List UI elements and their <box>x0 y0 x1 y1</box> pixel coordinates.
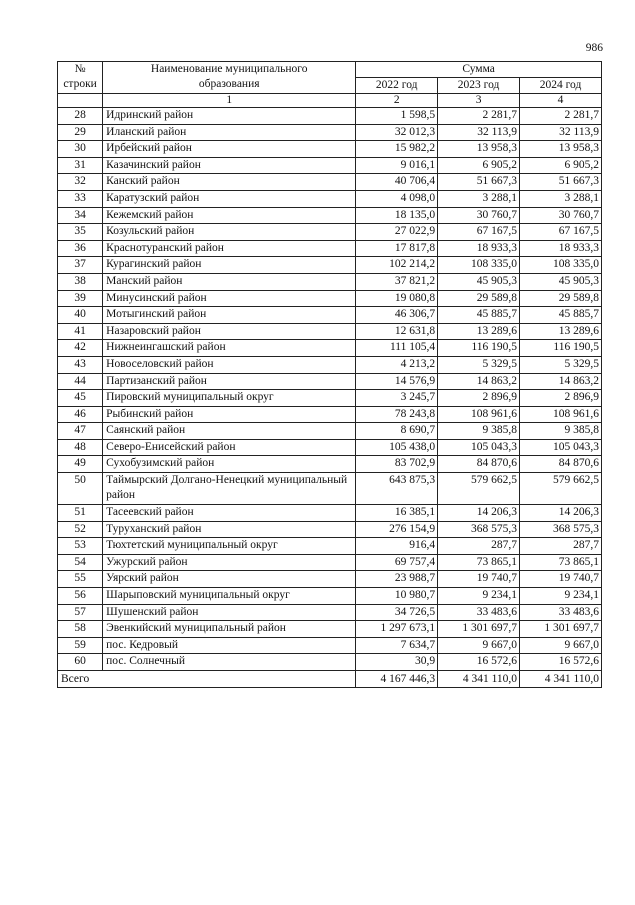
budget-table <box>57 61 602 688</box>
row-number: 53 <box>58 538 103 555</box>
municipality-header-line2: образования <box>198 78 260 90</box>
table-row <box>58 174 602 191</box>
municipality-name: Шушенский район <box>103 604 356 621</box>
value-2022: 8 690,7 <box>356 423 438 440</box>
value-2023: 84 870,6 <box>438 456 520 473</box>
value-2022: 78 243,8 <box>356 406 438 423</box>
value-2024: 108 961,6 <box>520 406 602 423</box>
row-number: 28 <box>58 108 103 125</box>
value-2023: 287,7 <box>438 538 520 555</box>
table-row <box>58 207 602 224</box>
value-2024: 2 281,7 <box>520 108 602 125</box>
value-2024: 9 385,8 <box>520 423 602 440</box>
municipality-name: Краснотуранский район <box>103 240 356 257</box>
municipality-name: Ирбейский район <box>103 141 356 158</box>
row-number: 30 <box>58 141 103 158</box>
total-label: Всего <box>58 671 356 688</box>
value-2022: 18 135,0 <box>356 207 438 224</box>
value-2022: 10 980,7 <box>356 588 438 605</box>
municipality-name: Пировский муниципальный округ <box>103 390 356 407</box>
row-number: 48 <box>58 439 103 456</box>
value-2024: 13 958,3 <box>520 141 602 158</box>
table-row <box>58 224 602 241</box>
value-2022: 30,9 <box>356 654 438 671</box>
value-2022: 34 726,5 <box>356 604 438 621</box>
table-row <box>58 505 602 522</box>
municipality-name: Мотыгинский район <box>103 307 356 324</box>
municipality-name: Нижнеингашский район <box>103 340 356 357</box>
municipality-header <box>103 62 356 94</box>
row-number: 45 <box>58 390 103 407</box>
value-2023: 1 301 697,7 <box>438 621 520 638</box>
column-index-2: 2 <box>356 94 438 108</box>
value-2024: 13 289,6 <box>520 323 602 340</box>
table-row <box>58 323 602 340</box>
municipality-name: Козульский район <box>103 224 356 241</box>
value-2024: 14 206,3 <box>520 505 602 522</box>
page-number: 986 <box>585 42 603 54</box>
value-2024: 9 667,0 <box>520 637 602 654</box>
table-row <box>58 307 602 324</box>
value-2023: 108 335,0 <box>438 257 520 274</box>
value-2024: 116 190,5 <box>520 340 602 357</box>
municipality-name: Ужурский район <box>103 554 356 571</box>
value-2022: 17 817,8 <box>356 240 438 257</box>
table-row <box>58 390 602 407</box>
table-row <box>58 406 602 423</box>
year-2024-header: 2024 год <box>520 78 602 94</box>
row-number: 34 <box>58 207 103 224</box>
municipality-name: Шарыповский муниципальный округ <box>103 588 356 605</box>
table-row <box>58 554 602 571</box>
value-2022: 32 012,3 <box>356 124 438 141</box>
header-row-1 <box>58 62 602 78</box>
value-2023: 13 289,6 <box>438 323 520 340</box>
table-row <box>58 290 602 307</box>
total-2022: 4 167 446,3 <box>356 671 438 688</box>
table-row <box>58 637 602 654</box>
table-row <box>58 373 602 390</box>
value-2024: 32 113,9 <box>520 124 602 141</box>
municipality-name: Уярский район <box>103 571 356 588</box>
municipality-name: Таймырский Долгано-Ненецкий муниципальный район <box>103 473 356 505</box>
column-index-3: 3 <box>438 94 520 108</box>
value-2023: 30 760,7 <box>438 207 520 224</box>
table-row <box>58 356 602 373</box>
municipality-name: Назаровский район <box>103 323 356 340</box>
value-2024: 45 885,7 <box>520 307 602 324</box>
table-row <box>58 588 602 605</box>
row-number: 44 <box>58 373 103 390</box>
table-row <box>58 604 602 621</box>
value-2022: 27 022,9 <box>356 224 438 241</box>
value-2024: 287,7 <box>520 538 602 555</box>
municipality-name: Новоселовский район <box>103 356 356 373</box>
row-number: 51 <box>58 505 103 522</box>
value-2023: 14 863,2 <box>438 373 520 390</box>
value-2022: 102 214,2 <box>356 257 438 274</box>
municipality-name: Тасеевский район <box>103 505 356 522</box>
value-2022: 916,4 <box>356 538 438 555</box>
row-number: 59 <box>58 637 103 654</box>
value-2024: 45 905,3 <box>520 273 602 290</box>
municipality-name: Северо-Енисейский район <box>103 439 356 456</box>
value-2023: 29 589,8 <box>438 290 520 307</box>
row-number: 31 <box>58 157 103 174</box>
value-2023: 18 933,3 <box>438 240 520 257</box>
value-2023: 14 206,3 <box>438 505 520 522</box>
value-2023: 33 483,6 <box>438 604 520 621</box>
row-number: 37 <box>58 257 103 274</box>
value-2022: 69 757,4 <box>356 554 438 571</box>
value-2023: 45 905,3 <box>438 273 520 290</box>
value-2022: 7 634,7 <box>356 637 438 654</box>
column-index-row <box>58 94 602 108</box>
row-number: 41 <box>58 323 103 340</box>
municipality-name: Каратузский район <box>103 190 356 207</box>
value-2023: 73 865,1 <box>438 554 520 571</box>
value-2022: 40 706,4 <box>356 174 438 191</box>
row-number: 42 <box>58 340 103 357</box>
value-2024: 5 329,5 <box>520 356 602 373</box>
municipality-name: Канский район <box>103 174 356 191</box>
table-row <box>58 108 602 125</box>
table-row <box>58 423 602 440</box>
table-row <box>58 340 602 357</box>
value-2022: 105 438,0 <box>356 439 438 456</box>
municipality-name: пос. Кедровый <box>103 637 356 654</box>
value-2022: 15 982,2 <box>356 141 438 158</box>
municipality-header-line1: Наименование муниципального <box>150 63 308 75</box>
value-2022: 3 245,7 <box>356 390 438 407</box>
value-2023: 19 740,7 <box>438 571 520 588</box>
row-number: 57 <box>58 604 103 621</box>
value-2024: 2 896,9 <box>520 390 602 407</box>
municipality-name: Саянский район <box>103 423 356 440</box>
value-2023: 13 958,3 <box>438 141 520 158</box>
table-row <box>58 521 602 538</box>
table-row <box>58 124 602 141</box>
value-2022: 14 576,9 <box>356 373 438 390</box>
total-2024: 4 341 110,0 <box>520 671 602 688</box>
table-row <box>58 571 602 588</box>
row-number: 52 <box>58 521 103 538</box>
value-2023: 108 961,6 <box>438 406 520 423</box>
row-number: 49 <box>58 456 103 473</box>
row-number: 56 <box>58 588 103 605</box>
year-2022-header: 2022 год <box>356 78 438 94</box>
sum-header: Сумма <box>356 62 602 78</box>
value-2022: 1 297 673,1 <box>356 621 438 638</box>
table-row <box>58 273 602 290</box>
value-2024: 73 865,1 <box>520 554 602 571</box>
value-2022: 111 105,4 <box>356 340 438 357</box>
municipality-name: Тюхтетский муниципальный округ <box>103 538 356 555</box>
table-row <box>58 190 602 207</box>
value-2022: 643 875,3 <box>356 473 438 505</box>
value-2022: 1 598,5 <box>356 108 438 125</box>
row-number: 50 <box>58 473 103 505</box>
row-number-header-line2: строки <box>63 78 97 90</box>
value-2023: 2 281,7 <box>438 108 520 125</box>
value-2024: 29 589,8 <box>520 290 602 307</box>
value-2024: 30 760,7 <box>520 207 602 224</box>
municipality-name: Манский район <box>103 273 356 290</box>
value-2023: 3 288,1 <box>438 190 520 207</box>
table-row <box>58 240 602 257</box>
value-2023: 2 896,9 <box>438 390 520 407</box>
value-2024: 84 870,6 <box>520 456 602 473</box>
row-number: 40 <box>58 307 103 324</box>
value-2024: 1 301 697,7 <box>520 621 602 638</box>
value-2022: 83 702,9 <box>356 456 438 473</box>
value-2022: 4 213,2 <box>356 356 438 373</box>
table-row <box>58 141 602 158</box>
value-2024: 108 335,0 <box>520 257 602 274</box>
municipality-name: Идринский район <box>103 108 356 125</box>
row-number: 39 <box>58 290 103 307</box>
table-row <box>58 621 602 638</box>
value-2023: 16 572,6 <box>438 654 520 671</box>
value-2023: 105 043,3 <box>438 439 520 456</box>
table-row <box>58 456 602 473</box>
year-2023-header: 2023 год <box>438 78 520 94</box>
row-number: 29 <box>58 124 103 141</box>
value-2023: 9 667,0 <box>438 637 520 654</box>
value-2023: 45 885,7 <box>438 307 520 324</box>
value-2022: 12 631,8 <box>356 323 438 340</box>
value-2023: 368 575,3 <box>438 521 520 538</box>
total-2023: 4 341 110,0 <box>438 671 520 688</box>
table-body <box>58 108 602 671</box>
value-2023: 116 190,5 <box>438 340 520 357</box>
value-2023: 9 385,8 <box>438 423 520 440</box>
value-2024: 9 234,1 <box>520 588 602 605</box>
value-2024: 14 863,2 <box>520 373 602 390</box>
value-2023: 5 329,5 <box>438 356 520 373</box>
value-2023: 579 662,5 <box>438 473 520 505</box>
table-row <box>58 538 602 555</box>
value-2024: 579 662,5 <box>520 473 602 505</box>
municipality-name: Туруханский район <box>103 521 356 538</box>
table-row <box>58 654 602 671</box>
value-2024: 51 667,3 <box>520 174 602 191</box>
table-row <box>58 439 602 456</box>
row-number-header <box>58 62 103 94</box>
municipality-name: Иланский район <box>103 124 356 141</box>
row-number: 58 <box>58 621 103 638</box>
municipality-name: Эвенкийский муниципальный район <box>103 621 356 638</box>
municipality-name: Кежемский район <box>103 207 356 224</box>
municipality-name: Казачинский район <box>103 157 356 174</box>
row-number: 32 <box>58 174 103 191</box>
municipality-name: Партизанский район <box>103 373 356 390</box>
row-number: 60 <box>58 654 103 671</box>
value-2022: 9 016,1 <box>356 157 438 174</box>
column-index-4: 4 <box>520 94 602 108</box>
value-2024: 105 043,3 <box>520 439 602 456</box>
value-2024: 67 167,5 <box>520 224 602 241</box>
value-2024: 16 572,6 <box>520 654 602 671</box>
row-number: 35 <box>58 224 103 241</box>
municipality-name: Сухобузимский район <box>103 456 356 473</box>
value-2023: 51 667,3 <box>438 174 520 191</box>
value-2023: 67 167,5 <box>438 224 520 241</box>
value-2022: 4 098,0 <box>356 190 438 207</box>
table-row <box>58 257 602 274</box>
value-2022: 16 385,1 <box>356 505 438 522</box>
municipality-name: Минусинский район <box>103 290 356 307</box>
total-row <box>58 671 602 688</box>
table-row <box>58 157 602 174</box>
value-2022: 37 821,2 <box>356 273 438 290</box>
row-number-header-line1: № <box>74 63 86 75</box>
value-2023: 6 905,2 <box>438 157 520 174</box>
municipality-name: Курагинский район <box>103 257 356 274</box>
municipality-name: пос. Солнечный <box>103 654 356 671</box>
column-index-1: 1 <box>103 94 356 108</box>
row-number: 38 <box>58 273 103 290</box>
value-2022: 46 306,7 <box>356 307 438 324</box>
row-number: 33 <box>58 190 103 207</box>
value-2023: 9 234,1 <box>438 588 520 605</box>
value-2024: 3 288,1 <box>520 190 602 207</box>
value-2024: 19 740,7 <box>520 571 602 588</box>
value-2022: 276 154,9 <box>356 521 438 538</box>
table-row <box>58 473 602 505</box>
row-number: 54 <box>58 554 103 571</box>
row-number: 47 <box>58 423 103 440</box>
value-2022: 23 988,7 <box>356 571 438 588</box>
value-2024: 6 905,2 <box>520 157 602 174</box>
value-2023: 32 113,9 <box>438 124 520 141</box>
row-number: 36 <box>58 240 103 257</box>
value-2024: 33 483,6 <box>520 604 602 621</box>
value-2022: 19 080,8 <box>356 290 438 307</box>
value-2024: 18 933,3 <box>520 240 602 257</box>
row-number: 43 <box>58 356 103 373</box>
municipality-name: Рыбинский район <box>103 406 356 423</box>
row-number: 55 <box>58 571 103 588</box>
column-index-empty <box>58 94 103 108</box>
row-number: 46 <box>58 406 103 423</box>
value-2024: 368 575,3 <box>520 521 602 538</box>
